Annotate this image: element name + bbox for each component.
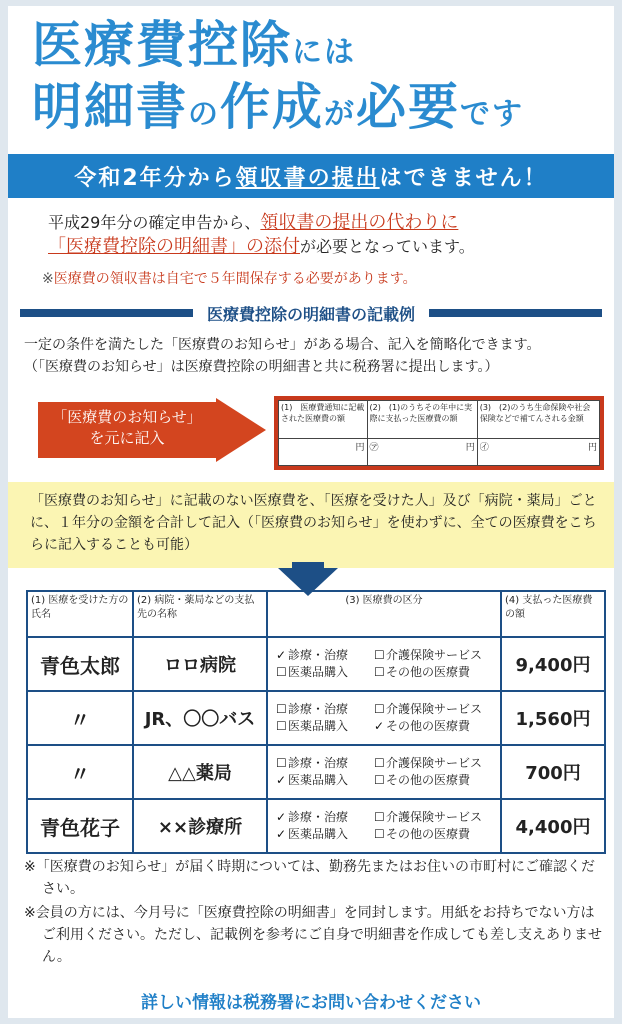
notice-entry-table xyxy=(274,396,604,470)
category-label: その他の医療費 xyxy=(386,719,471,733)
category-label: 診療・治療 xyxy=(288,810,349,824)
page-title xyxy=(32,16,524,136)
checkbox-icon: ☐ xyxy=(374,665,385,679)
category-cell xyxy=(267,637,501,691)
intro-part2: が必要となっています。 xyxy=(300,237,475,256)
header-payee: (2) 病院・薬局などの支払先の名称 xyxy=(133,591,267,637)
banner-suffix: はできません！ xyxy=(379,165,548,191)
checkbox-icon: ☐ xyxy=(374,810,385,824)
section-bar-left xyxy=(20,309,193,317)
table-row xyxy=(27,745,605,799)
category-label: 介護保険サービス xyxy=(386,648,483,662)
footnote-1: ※「医療費のお知らせ」が届く時期については、勤務先またはお住いの市町村にご確認ください。 xyxy=(24,859,596,897)
payee-name: △△薬局 xyxy=(133,745,267,799)
category-label: 医薬品購入 xyxy=(288,719,349,733)
condition-text xyxy=(24,334,614,378)
mini-cell-3 xyxy=(477,439,599,466)
deduction-example-table xyxy=(26,590,606,854)
patient-name: 青色太郎 xyxy=(27,637,133,691)
checkbox-checked-icon: ✓ xyxy=(276,810,287,824)
category-label: 医薬品購入 xyxy=(288,665,349,679)
page xyxy=(8,6,614,1018)
category-cell xyxy=(267,799,501,853)
table-row xyxy=(27,799,605,853)
title-particle: の xyxy=(188,97,220,132)
note-text: 医療費の領収書は自宅で５年間保存する必要があります。 xyxy=(53,271,417,287)
arrow-right-icon xyxy=(216,398,266,462)
title-required: 必要 xyxy=(356,78,460,136)
mini-col3-header: (3) (2)のうち生命保険や社会保険などで補てんされる金額 xyxy=(477,401,599,439)
section-title: 医療費控除の明細書の記載例 xyxy=(207,304,416,324)
category-cell xyxy=(267,691,501,745)
title-statement: 明細書 xyxy=(32,78,188,136)
category-label: 介護保険サービス xyxy=(386,702,483,716)
payee-name: ロロ病院 xyxy=(133,637,267,691)
arrow-line2: を元に記入 xyxy=(89,429,165,447)
category-label: 診療・治療 xyxy=(288,702,349,716)
header-category: (3) 医療費の区分 xyxy=(267,591,501,637)
mini-cell-1 xyxy=(279,439,368,466)
arrow-line1: 「医療費のお知らせ」 xyxy=(52,408,202,426)
title-particle: が xyxy=(324,97,356,132)
footnotes xyxy=(24,856,608,970)
intro-red1: 領収書の提出の代わりに xyxy=(260,212,459,233)
yen-label: 円 xyxy=(587,443,597,453)
category-label: 介護保険サービス xyxy=(386,810,483,824)
checkbox-checked-icon: ✓ xyxy=(276,773,287,787)
mark-i: ㋑ xyxy=(479,443,489,453)
category-label: 介護保険サービス xyxy=(386,756,483,770)
table-row xyxy=(27,637,605,691)
checkbox-checked-icon: ✓ xyxy=(374,719,385,733)
mini-col1-header: (1) 医療費通知に記載された医療費の額 xyxy=(279,401,368,439)
title-particle: には xyxy=(292,35,356,70)
mini-col2-header: (2) (1)のうちその年中に実際に支払った医療費の額 xyxy=(367,401,477,439)
category-cell xyxy=(267,745,501,799)
notice-arrow-box xyxy=(38,402,216,458)
category-label: その他の医療費 xyxy=(386,773,471,787)
patient-name: 青色花子 xyxy=(27,799,133,853)
header-amount: (4) 支払った医療費の額 xyxy=(501,591,605,637)
table-row xyxy=(27,691,605,745)
category-label: その他の医療費 xyxy=(386,665,471,679)
checkbox-icon: ☐ xyxy=(276,756,287,770)
condition-line1: 一定の条件を満たした「医療費のお知らせ」がある場合、記入を簡略化できます。 xyxy=(24,337,541,353)
checkbox-icon: ☐ xyxy=(374,773,385,787)
checkbox-icon: ☐ xyxy=(374,702,385,716)
amount-cell: 4,400円 xyxy=(501,799,605,853)
title-creation: 作成 xyxy=(220,78,324,136)
amount-cell: 1,560円 xyxy=(501,691,605,745)
notice-banner xyxy=(8,154,614,198)
category-label: 医薬品購入 xyxy=(288,773,349,787)
checkbox-checked-icon: ✓ xyxy=(276,827,287,841)
checkbox-icon: ☐ xyxy=(374,648,385,662)
receipt-note xyxy=(42,268,417,288)
mini-cell-2 xyxy=(367,439,477,466)
section-bar-right xyxy=(429,309,602,317)
category-label: その他の医療費 xyxy=(386,827,471,841)
intro-red2: 「医療費控除の明細書」の添付 xyxy=(48,236,300,257)
checkbox-icon: ☐ xyxy=(374,756,385,770)
payee-name: JR、〇〇バス xyxy=(133,691,267,745)
title-medical-deduction: 医療費控除 xyxy=(32,16,292,74)
payee-name: ××診療所 xyxy=(133,799,267,853)
banner-prefix: 令和2年分から xyxy=(74,165,236,191)
banner-underlined: 領収書の提出 xyxy=(235,165,380,191)
checkbox-checked-icon: ✓ xyxy=(276,648,287,662)
category-label: 診療・治療 xyxy=(288,648,349,662)
title-ending: です xyxy=(460,97,524,132)
amount-cell: 700円 xyxy=(501,745,605,799)
yellow-note-text: 「医療費のお知らせ」に記載のない医療費を、「医療を受けた人」及び「病院・薬局」ごとに、１年分の金額を合計して記入（「医療費のお知らせ」を使わずに、全ての医療費をこちらに記入することも可能） xyxy=(30,493,597,553)
intro-part1: 平成29年分の確定申告から、 xyxy=(48,213,261,232)
condition-line2: （「医療費のお知らせ」は医療費控除の明細書と共に税務署に提出します。） xyxy=(24,359,499,375)
section-heading xyxy=(20,302,602,324)
table-body xyxy=(27,637,605,853)
yen-label: 円 xyxy=(465,443,475,453)
checkbox-icon: ☐ xyxy=(276,665,287,679)
header-patient: (1) 医療を受けた方の氏名 xyxy=(27,591,133,637)
patient-name: 〃 xyxy=(27,745,133,799)
amount-cell: 9,400円 xyxy=(501,637,605,691)
footnote-2: ※会員の方には、今月号に「医療費控除の明細書」を同封します。用紙をお持ちでない方はご利用ください。ただし、記載例を参考にご自身で明細書を作成しても差し支えありません。 xyxy=(24,905,602,965)
checkbox-icon: ☐ xyxy=(276,719,287,733)
checkbox-icon: ☐ xyxy=(276,702,287,716)
mark-a: ㋐ xyxy=(369,443,379,453)
category-label: 診療・治療 xyxy=(288,756,349,770)
patient-name: 〃 xyxy=(27,691,133,745)
intro-text xyxy=(48,211,608,259)
note-mark: ※ xyxy=(42,271,54,287)
category-label: 医薬品購入 xyxy=(288,827,349,841)
yen-label: 円 xyxy=(355,443,365,453)
contact-line: 詳しい情報は税務署にお問い合わせください xyxy=(141,993,481,1013)
checkbox-icon: ☐ xyxy=(374,827,385,841)
